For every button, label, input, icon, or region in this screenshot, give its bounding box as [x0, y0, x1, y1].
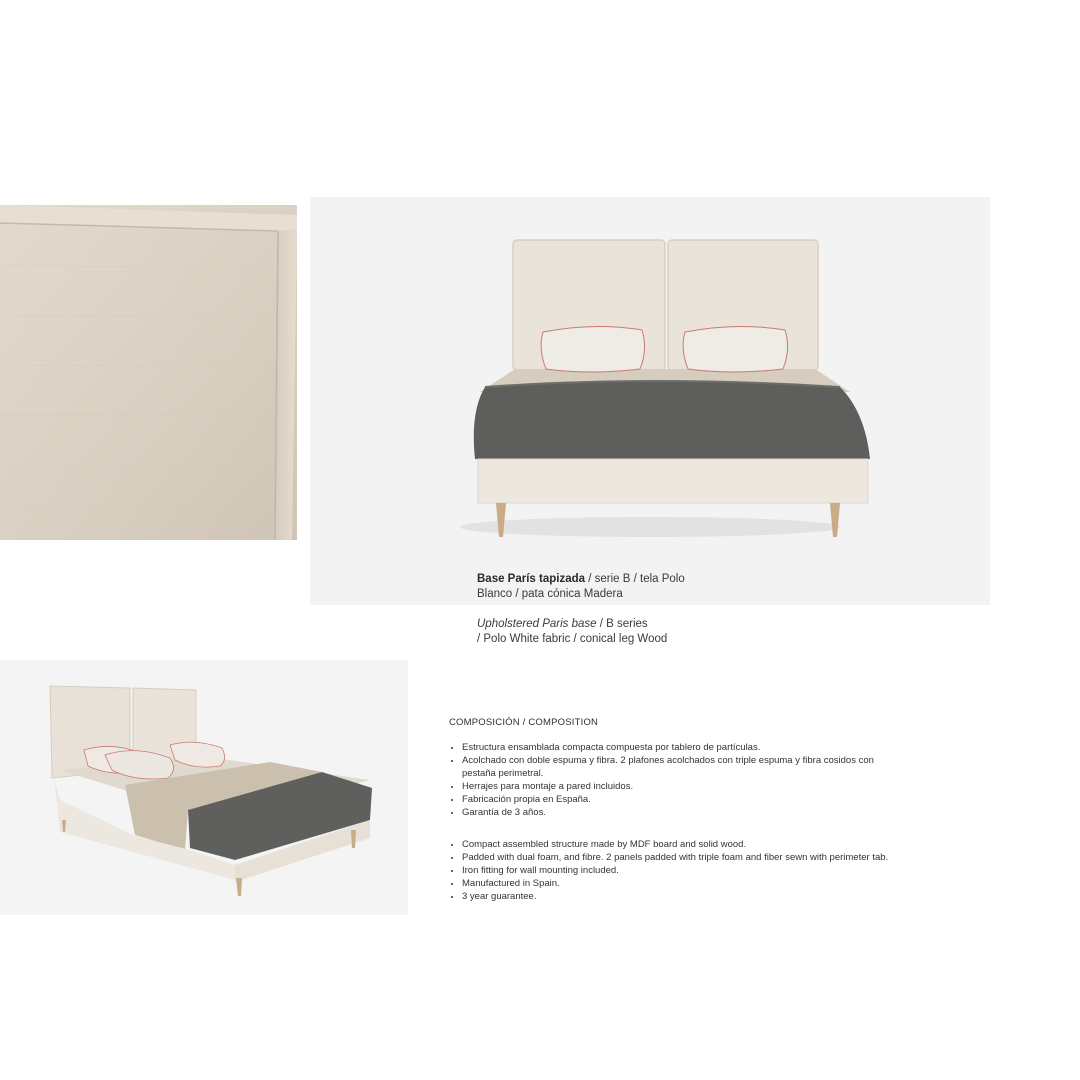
caption-en-title: Upholstered Paris base	[477, 618, 597, 630]
list-item: • Acolchado con doble espuma y fibra. 2 plafones acolchados con triple espuma y fibra cosidos con pestaña perimetral.	[462, 754, 892, 780]
caption-spanish	[477, 572, 777, 602]
list-item: • Manufactured in Spain.	[462, 877, 892, 890]
caption-en-details-2: / Polo White fabric / conical leg Wood	[477, 633, 668, 645]
composition-title: COMPOSICIÓN / COMPOSITION	[449, 717, 599, 728]
fabric-detail-image	[0, 205, 297, 540]
caption-en-details: / B series	[596, 618, 648, 630]
list-item: • Fabricación propia en España.	[462, 793, 892, 806]
bed-front-image	[310, 197, 990, 605]
caption-es-details-2: Blanco / pata cónica Madera	[477, 588, 623, 600]
composition-list-english	[448, 838, 892, 903]
list-item: • Estructura ensamblada compacta compuesta por tablero de partículas.	[462, 741, 892, 754]
caption-es-details: / serie B / tela Polo	[585, 573, 685, 585]
list-item: • Garantía de 3 años.	[462, 806, 892, 819]
composition-list-spanish	[448, 741, 892, 819]
list-item: • Padded with dual foam, and fibre. 2 panels padded with triple foam and fiber sewn with perimeter tab.	[462, 851, 892, 864]
caption-english	[477, 617, 777, 647]
caption-es-title: Base París tapizada	[477, 573, 586, 585]
list-item: • 3 year guarantee.	[462, 890, 892, 903]
list-item: • Iron fitting for wall mounting included.	[462, 864, 892, 877]
list-item: • Herrajes para montaje a pared incluidos.	[462, 780, 892, 793]
bed-angle-image	[0, 660, 408, 915]
list-item: • Compact assembled structure made by MDF board and solid wood.	[462, 838, 892, 851]
